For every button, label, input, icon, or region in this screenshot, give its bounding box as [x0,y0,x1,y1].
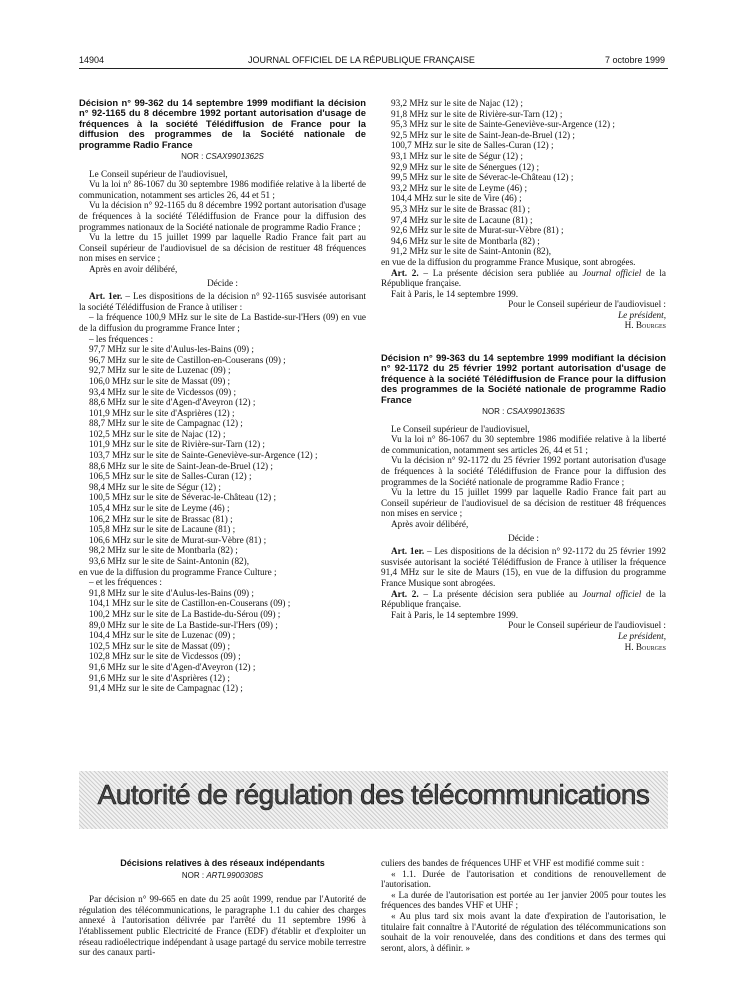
article-label: Art. 2. [391,267,419,278]
paragraph: Vu la loi n° 86-1067 du 30 septembre 1986 modifiée relative à la liberté de communication, notamment ses articles 26, 44 et 51 ; [79,179,366,200]
list-item: 100,2 MHz sur le site de La Bastide-du-Sérou (09) ; [89,608,281,619]
list-item: 101,9 MHz sur le site de Rivière-sur-Tarn (12) ; [89,439,265,450]
list-item: 98,4 MHz sur le site de Ségur (12) ; [89,481,221,492]
list-item: 92,9 MHz sur le site de Sénergues (12) ; [391,161,540,172]
list-item: 102,5 MHz sur le site de Massat (09) ; [89,640,231,651]
list-item: 105,8 MHz sur le site de Lacaune (81) ; [89,524,236,535]
list-item: 98,2 MHz sur le site de Montbarla (82) ; [89,545,238,556]
signature-name: H. Bourges [624,320,666,331]
decision-362-title: Décision n° 99-362 du 14 septembre 1999 modifiant la décision n° 92-1165 du 8 décembre 1992 portant autorisation d'usage de fréquences à la société Télédiffusion de France pour la diffusion des programmes de la Société nationale de programme Radio France [79,97,366,150]
signature-title: Le président, [618,630,666,641]
signature-block [381,620,666,652]
list-item: 95,3 MHz sur le site de Sainte-Geneviève-sur-Argence (12) ; [391,119,615,130]
list-item: 97,4 MHz sur le site de Lacaune (81) ; [391,214,533,225]
nor-reference [79,871,366,882]
list-item: 97,7 MHz sur le site d'Aulus-les-Bains (09) ; [89,344,254,355]
page-number: 14904 [79,55,105,65]
list-item: 106,0 MHz sur le site de Massat (09) ; [89,375,231,386]
list-item: 91,4 MHz sur le site de Campagnac (12) ; [89,683,243,694]
list-item: 91,6 MHz sur le site d'Asprières (12) ; [89,672,230,683]
list-item: 102,8 MHz sur le site de Vicdessos (09) ; [89,651,241,662]
nor-label: NOR : [181,870,205,880]
place-date: Fait à Paris, le 14 septembre 1999. [391,609,519,620]
list-item: 104,4 MHz sur le site de Luzenac (09) ; [89,630,236,641]
list-item: 91,8 MHz sur le site de Rivière-sur-Tarn (12) ; [391,108,563,119]
list-item: 100,7 MHz sur le site de Salles-Curan (12) ; [391,140,554,151]
france-musique-frequency-list-continued [381,98,666,257]
header-rule [79,68,668,69]
nor-reference [381,407,666,418]
list-item: 102,5 MHz sur le site de Najac (12) ; [89,428,226,439]
france-culture-frequency-list [79,344,366,566]
list-item: 92,7 MHz sur le site de Luzenac (09) ; [89,365,231,376]
nor-code: CSAX9901362S [205,152,264,162]
list-item: – les fréquences : [89,333,154,344]
signature-name: H. Bourges [624,641,666,652]
place-date: Fait à Paris, le 14 septembre 1999. [391,288,519,299]
list-item: 99,5 MHz sur le site de Séverac-le-Château (12) ; [391,172,574,183]
paragraph: Le Conseil supérieur de l'audiovisuel, [391,423,530,434]
nor-label: NOR : [181,152,204,162]
list-item: 91,6 MHz sur le site d'Agen-d'Aveyron (12) ; [89,661,256,672]
list-item: 96,7 MHz sur le site de Castillon-en-Couserans (09) ; [89,354,286,365]
paragraph: Après en avoir délibéré, [89,263,178,274]
list-item: 93,2 MHz sur le site de Najac (12) ; [391,98,523,108]
paragraph: Vu la décision n° 92-1172 du 25 février 1992 portant autorisation d'usage de fréquences à la société Télédiffusion de France pour la diffusion des programmes de la Société nationale de programme Radio France ; [381,455,666,487]
list-item: 92,5 MHz sur le site de Saint-Jean-de-Bruel (12) ; [391,129,575,140]
paragraph: Vu la loi n° 86-1067 du 30 septembre 1986 modifiée relative à la liberté de communication, notamment ses articles 26, 44 et 51 ; [381,434,666,455]
paragraph: en vue de la diffusion du programme France Musique, sont abrogées. [381,256,636,267]
section-banner [79,771,668,829]
section-title: Décisions relatives à des réseaux indépendants [120,858,325,868]
signature-line: Pour le Conseil supérieur de l'audiovisuel : [508,620,666,631]
list-item: 88,6 MHz sur le site de Saint-Jean-de-Bruel (12) ; [89,460,273,471]
list-item: 93,6 MHz sur le site de Saint-Antonin (82), [89,556,249,566]
france-musique-frequency-list [79,588,366,694]
article-label: Art. 2. [391,588,419,599]
list-item: 89,0 MHz sur le site de La Bastide-sur-l'Hers (09) ; [89,619,278,630]
list-item: 92,6 MHz sur le site de Murat-sur-Vèbre (81) ; [391,225,564,236]
paragraph: Après avoir délibéré, [391,519,469,530]
paragraph: culiers des bandes de fréquences UHF et VHF est modifié comme suit : [381,858,645,868]
list-item: 100,5 MHz sur le site de Séverac-le-Château (12) ; [89,492,277,503]
article-text: – Les dispositions de la décision n° 92-1172 du 25 février 1992 susvisée autorisant la société Télédiffusion de France à utiliser la fréquence 91,4 MHz sur le site de Maurs (15), en vue de la diffusion du programme France Musique sont abrogées. [381,546,666,588]
article-label: Art. 1er. [391,546,425,557]
paragraph: Vu la lettre du 15 juillet 1999 par laquelle Radio France fait part au Conseil supérieur de l'audiovisuel de sa décision de restituer 48 fréquences non mises en service ; [381,487,666,519]
list-item: – la fréquence 100,9 MHz sur le site de La Bastide-sur-l'Hers (09) en vue de la diffusion du programme France Inter ; [79,312,366,333]
list-item: 91,8 MHz sur le site d'Aulus-les-Bains (09) ; [89,587,254,598]
list-item: 104,4 MHz sur le site de Vire (46) ; [391,193,522,204]
signature-block [381,299,666,331]
list-item: 106,2 MHz sur le site de Brassac (81) ; [89,513,233,524]
article-2 [381,268,666,289]
signature-line: Pour le Conseil supérieur de l'audiovisuel : [508,299,666,310]
paragraph: Le Conseil supérieur de l'audiovisuel, [89,168,228,179]
nor-code: CSAX9901363S [506,407,565,417]
article-text: – Les dispositions de la décision n° 92-1165 susvisée autorisant la société Télédiffusion de France à utiliser : [79,291,366,312]
paragraph: Vu la décision n° 92-1165 du 8 décembre 1992 portant autorisation d'usage de fréquences à la société Télédiffusion de France pour la diffusion des programmes nationaux de la Société nationale de programme Radio France ; [79,200,366,232]
list-item: 103,7 MHz sur le site de Sainte-Geneviève-sur-Argence (12) ; [89,450,318,461]
issue-date: 7 octobre 1999 [605,55,666,65]
article-1 [79,291,366,312]
left-column [79,98,366,694]
article-text-tail: de la République française. [381,267,667,289]
right-column [381,98,666,652]
paragraph: « La durée de l'autorisation est portée au 1er janvier 2005 pour toutes les fréquences des bandes VHF et UHF ; [381,889,666,911]
list-item: 93,4 MHz sur le site de Vicdessos (09) ; [89,386,237,397]
nor-label: NOR : [482,407,505,417]
list-item: 104,1 MHz sur le site de Castillon-en-Couserans (09) ; [89,598,291,609]
paragraph: Par décision n° 99-665 en date du 25 août 1999, rendue par l'Autorité de régulation des télécommunications, le paragraphe 1.1 du cahier des charges annexé à l'autorisation délivrée par l'arrêté du 11 septembre 1996 à l'établissement public Electricité de France (EDF) d'établir et d'exploiter un réseau radioélectrique indépendant à usage partagé du service mobile terrestre sur des canaux parti- [79,894,366,958]
list-item: 88,6 MHz sur le site d'Agen-d'Aveyron (12) ; [89,397,256,408]
list-item: 88,7 MHz sur le site de Campagnac (12) ; [89,418,243,429]
paragraph: « 1.1. Durée de l'autorisation et conditions de renouvellement de l'autorisation. [381,868,666,890]
bottom-right-column [381,858,666,953]
article-text: – La présente décision sera publiée au [418,267,583,278]
list-item: 91,2 MHz sur le site de Saint-Antonin (82), [391,246,551,257]
list-item: – et les fréquences : [89,577,162,588]
page-header [0,0,731,65]
article-2 [381,589,666,610]
article-text: – La présente décision sera publiée au [418,588,583,599]
decide-heading: Décide : [508,532,539,543]
signature-title: Le président, [618,309,666,320]
paragraph: Vu la lettre du 15 juillet 1999 par laquelle Radio France fait part au Conseil supérieur de l'audiovisuel de sa décision de restituer 48 fréquences non mises en service ; [79,232,366,264]
list-item: 94,6 MHz sur le site de Montbarla (82) ; [391,235,540,246]
list-item: 93,2 MHz sur le site de Leyme (46) ; [391,182,527,193]
list-item: 95,3 MHz sur le site de Brassac (81) ; [391,203,531,214]
nor-code: ARTL9900308S [206,870,264,880]
list-item: 106,5 MHz sur le site de Salles-Curan (12) ; [89,471,252,482]
article-label: Art. 1er. [89,291,123,302]
bottom-left-column [79,858,366,958]
section-banner-title: Autorité de régulation des télécommunications [97,779,650,810]
paragraph: « Au plus tard six mois avant la date d'expiration de l'autorisation, le titulaire fait connaître à l'Autorité de régulation des télécommunications son souhait de la voir renouvelée, dans des conditions et dans des termes qui seront, alors, à définir. » [381,910,666,953]
list-item: 101,9 MHz sur le site d'Asprières (12) ; [89,407,235,418]
journal-officiel-ref: Journal officiel [582,267,642,278]
list-item: 93,1 MHz sur le site de Ségur (12) ; [391,150,523,161]
list-item: 106,6 MHz sur le site de Murat-sur-Vèbre (81) ; [89,534,267,545]
decision-363-title: Décision n° 99-363 du 14 septembre 1999 modifiant la décision n° 92-1172 du 25 février 1992 portant autorisation d'usage de fréquence à la société Télédiffusion de France pour la diffusion des programmes de la Société nationale de programme Radio France [381,352,666,405]
nor-reference [79,152,366,163]
decide-heading: Décide : [207,277,238,288]
paragraph: en vue de la diffusion du programme France Culture ; [79,566,277,577]
journal-officiel-ref: Journal officiel [582,588,642,599]
journal-title: JOURNAL OFFICIEL DE LA RÉPUBLIQUE FRANÇAISE [248,55,475,65]
article-1 [381,546,666,588]
article-text-tail: de la République française. [381,588,667,610]
list-item: 105,4 MHz sur le site de Leyme (46) ; [89,503,230,514]
